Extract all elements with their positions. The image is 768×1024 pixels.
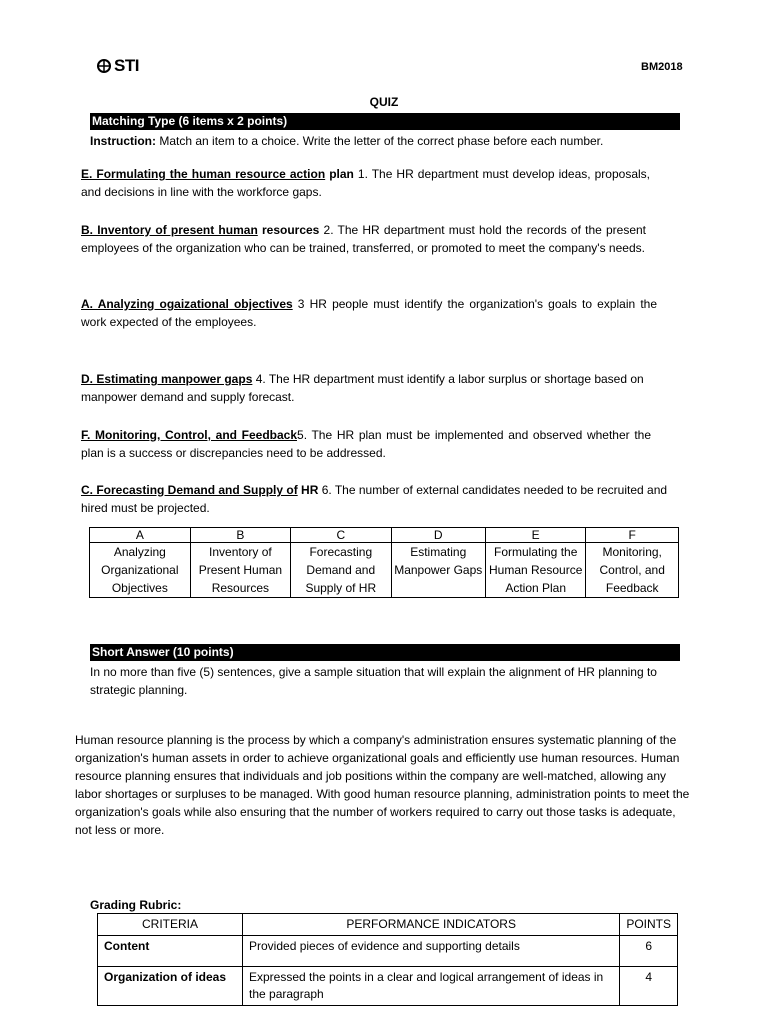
item-text-2: 2. The HR department must hold the records of the present employees of the organization who can be trained, transferred, or promoted to meet the company's needs. <box>81 223 647 255</box>
item-text-3: 3 HR people must identify the organization's goals to explain the work expected of the employees. <box>81 297 657 329</box>
matching-item-4 <box>81 370 666 406</box>
rubric-points: 6 <box>620 936 678 967</box>
answer-5: F. Monitoring, Control, and Feedback <box>81 428 298 442</box>
choices-header-row <box>90 528 679 543</box>
rubric-criteria: Organization of ideas <box>98 967 243 1006</box>
rubric-row <box>98 967 678 1006</box>
choice-label-b: Inventory of Present Human Resources <box>190 543 290 598</box>
sti-logo <box>96 56 139 76</box>
instruction <box>90 132 690 150</box>
answer-6: C. Forecasting Demand and Supply of <box>81 483 298 497</box>
page-title: QUIZ <box>369 95 399 109</box>
matching-item-2 <box>81 221 646 257</box>
instruction-label: Instruction: <box>90 134 156 148</box>
choices-label-row <box>90 543 679 598</box>
matching-item-3 <box>81 295 657 331</box>
rubric-criteria: Content <box>98 936 243 967</box>
short-answer-response: Human resource planning is the process by which a company's administration ensures systematic planning of the organization's human assets in order to achieve organizational goals and efficiently use human resources. Human resource planning ensures that individuals and job positions within the company are well-matched, allowing any labor shortages or surpluses to be managed. With good human resource planning, administration points to meet the organization's goals while also ensuring that the number of workers required to carry out those tasks is adequate, not less or more. <box>75 733 690 837</box>
item-text-5: 5. The HR plan must be implemented and observed whether the plan is a success or discrepancies need to be addressed. <box>81 428 652 460</box>
item-text-4: 4. The HR department must identify a labor surplus or shortage based on manpower demand and supply forecast. <box>81 372 644 404</box>
document-code: BM2018 <box>641 61 683 73</box>
rubric-header-points: POINTS <box>620 914 678 936</box>
answer-suffix-1: plan <box>325 167 354 181</box>
matching-item-1 <box>81 165 650 201</box>
rubric-row <box>98 936 678 967</box>
rubric-header-row <box>98 914 678 936</box>
choice-letter-f: F <box>586 528 679 543</box>
item-text-1: 1. The HR department must develop ideas, proposals, and decisions in line with the workforce gaps. <box>81 167 651 199</box>
choice-letter-e: E <box>485 528 585 543</box>
rubric-header-indicators: PERFORMANCE INDICATORS <box>243 914 620 936</box>
choices-table <box>89 527 679 598</box>
rubric-indicator: Provided pieces of evidence and supporting details <box>243 936 620 967</box>
answer-2: B. Inventory of present human <box>81 223 258 237</box>
choice-label-a: Analyzing Organizational Objectives <box>90 543 191 598</box>
choice-letter-c: C <box>291 528 391 543</box>
instruction-text: Match an item to a choice. Write the letter of the correct phase before each number. <box>156 134 604 148</box>
choice-letter-d: D <box>391 528 485 543</box>
choice-label-d: Estimating Manpower Gaps <box>391 543 485 598</box>
rubric-points: 4 <box>620 967 678 1006</box>
rubric-indicator: Expressed the points in a clear and logical arrangement of ideas in the paragraph <box>243 967 620 1006</box>
item-text-6: 6. The number of external candidates needed to be recruited and hired must be projected. <box>81 483 668 515</box>
rubric-header-criteria: CRITERIA <box>98 914 243 936</box>
answer-4: D. Estimating manpower gaps <box>81 372 253 386</box>
sti-logo-icon <box>96 59 112 73</box>
choice-letter-b: B <box>190 528 290 543</box>
matching-item-5 <box>81 426 651 462</box>
answer-suffix-2: resources <box>257 223 320 237</box>
answer-1: E. Formulating the human resource action <box>81 167 326 181</box>
section-bar-short-answer: Short Answer (10 points) <box>90 644 680 661</box>
answer-suffix-6: HR <box>297 483 319 497</box>
section-bar-matching: Matching Type (6 items x 2 points) <box>90 113 680 130</box>
choice-label-c: Forecasting Demand and Supply of HR <box>291 543 391 598</box>
logo-text: STI <box>114 56 139 75</box>
choice-label-e: Formulating the Human Resource Action Plan <box>485 543 585 598</box>
rubric-label: Grading Rubric: <box>90 898 182 912</box>
answer-3: A. Analyzing ogaizational objectives <box>81 297 293 311</box>
rubric-table <box>97 913 678 1006</box>
matching-item-6 <box>81 481 687 517</box>
short-answer-instruction: In no more than five (5) sentences, give a sample situation that will explain the alignment of HR planning to strategic planning. <box>90 665 657 697</box>
choice-label-f: Monitoring, Control, and Feedback <box>586 543 679 598</box>
choice-letter-a: A <box>90 528 191 543</box>
